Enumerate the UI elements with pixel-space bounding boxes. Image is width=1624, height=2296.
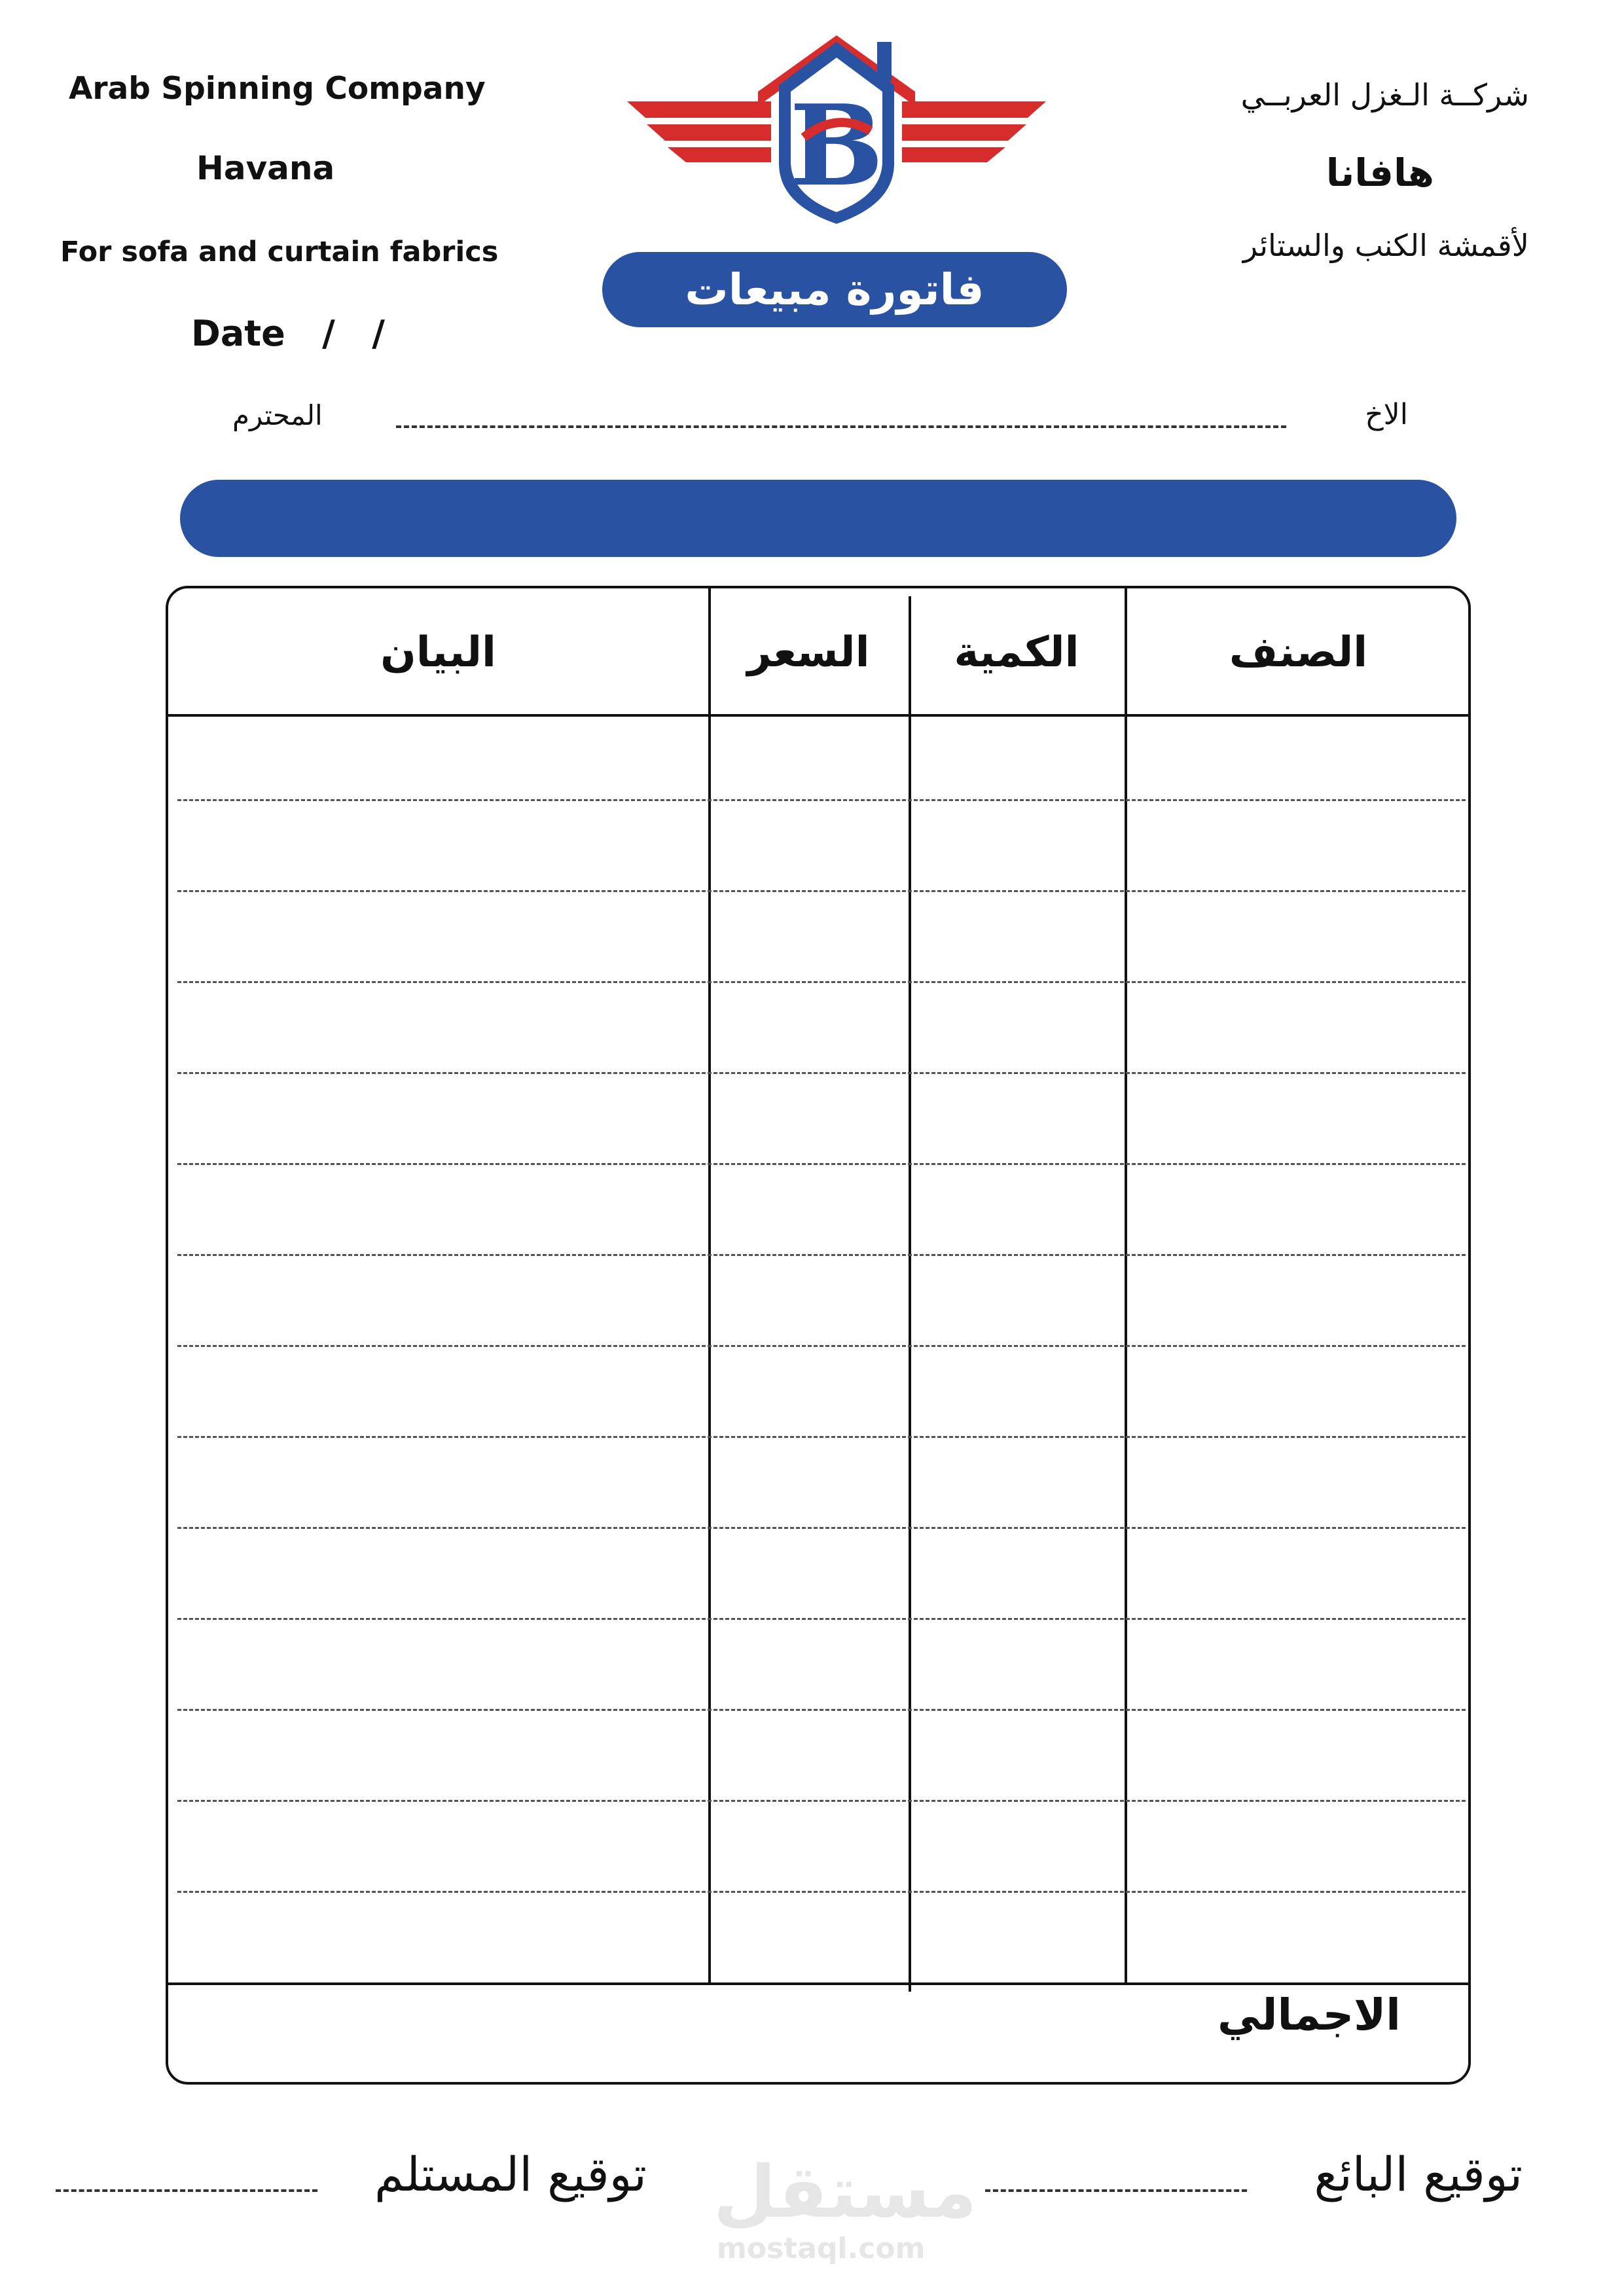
watermark-en: mostaql.com	[717, 2232, 926, 2265]
table-row[interactable]	[177, 1254, 1466, 1256]
logo-letter: B	[789, 81, 884, 211]
column-header-description: البيان	[380, 628, 496, 677]
column-divider	[909, 596, 911, 1992]
tagline-ar: لأقمشة الكنب والستائر	[1242, 228, 1529, 263]
table-row[interactable]	[177, 1072, 1466, 1074]
total-label: الاجمالي	[1218, 1990, 1401, 2040]
tagline-en: For sofa and curtain fabrics	[60, 236, 499, 268]
table-row[interactable]	[177, 981, 1466, 983]
table-row[interactable]	[177, 1345, 1466, 1347]
recipient-line[interactable]	[396, 425, 1286, 428]
table-row[interactable]	[177, 1891, 1466, 1893]
company-logo	[627, 33, 1046, 229]
column-divider	[708, 588, 711, 1984]
table-row[interactable]	[177, 799, 1466, 801]
table-row[interactable]	[177, 1163, 1466, 1165]
brand-name-ar: هافانا	[1326, 151, 1434, 195]
column-divider	[1125, 588, 1127, 1984]
table-row[interactable]	[177, 1436, 1466, 1438]
table-row[interactable]	[177, 890, 1466, 892]
column-header-price: السعر	[747, 628, 870, 677]
receiver-signature-label: توقيع المستلم	[374, 2147, 647, 2202]
invoice-table	[166, 586, 1471, 2085]
invoice-title: فاتورة مبيعات	[602, 252, 1067, 327]
recipient-suffix: المحترم	[232, 399, 323, 431]
company-name-en: Arab Spinning Company	[69, 71, 486, 107]
table-row[interactable]	[177, 1800, 1466, 1802]
recipient-prefix: الاخ	[1365, 398, 1408, 431]
watermark-ar: مستقل	[713, 2150, 977, 2234]
header-divider	[168, 714, 1468, 717]
column-header-quantity: الكمية	[954, 628, 1079, 677]
table-row[interactable]	[177, 1709, 1466, 1711]
table-row[interactable]	[177, 1527, 1466, 1529]
seller-signature-line[interactable]	[985, 2189, 1247, 2192]
table-row[interactable]	[177, 1618, 1466, 1620]
brand-name-en: Havana	[196, 149, 335, 187]
company-name-ar: شركــة الـغزل العربــي	[1240, 77, 1529, 113]
total-divider	[168, 1982, 1468, 1985]
column-header-item: الصنف	[1229, 628, 1368, 677]
blue-band	[180, 480, 1456, 557]
receiver-signature-line[interactable]	[56, 2189, 317, 2192]
seller-signature-label: توقيع البائع	[1314, 2147, 1523, 2202]
date-field: Date / /	[191, 313, 385, 354]
